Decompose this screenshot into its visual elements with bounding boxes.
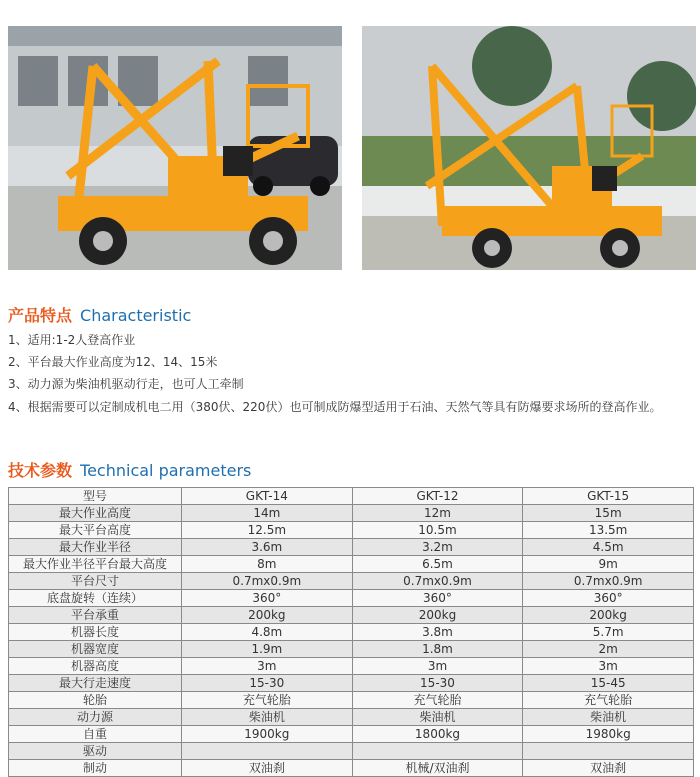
param-name-cell: 机器长度 xyxy=(9,624,182,641)
characteristic-title-en: Characteristic xyxy=(80,306,192,325)
param-value-cell: 1900kg xyxy=(182,726,353,743)
table-row xyxy=(9,743,694,760)
param-name-cell: 最大平台高度 xyxy=(9,522,182,539)
param-value-cell: 5.7m xyxy=(523,624,694,641)
param-value-cell: 1.9m xyxy=(182,641,353,658)
table-row xyxy=(9,760,694,777)
feature-item: 2、平台最大作业高度为12、14、15米 xyxy=(8,355,218,369)
param-name-cell: 最大作业半径 xyxy=(9,539,182,556)
param-name-cell: 最大行走速度 xyxy=(9,675,182,692)
param-value-cell: 0.7mx0.9m xyxy=(352,573,523,590)
feature-item: 4、根据需要可以定制成机电二用（380伏、220伏）也可制成防爆型适用于石油、天然气等具有防爆要求场所的登高作业。 xyxy=(8,400,662,414)
param-value-cell: 柴油机 xyxy=(352,709,523,726)
param-name-cell: 底盘旋转（连续） xyxy=(9,590,182,607)
feature-item: 1、适用:1-2人登高作业 xyxy=(8,333,136,347)
param-value-cell: 15-30 xyxy=(182,675,353,692)
param-value-cell: 1800kg xyxy=(352,726,523,743)
param-value-cell: 机械/双油刹 xyxy=(352,760,523,777)
table-row xyxy=(9,556,694,573)
param-name-cell: 平台承重 xyxy=(9,607,182,624)
table-header-cell: 型号 xyxy=(9,488,182,505)
table-row xyxy=(9,658,694,675)
param-value-cell: 4.8m xyxy=(182,624,353,641)
param-value-cell: 15-30 xyxy=(352,675,523,692)
param-name-cell: 动力源 xyxy=(9,709,182,726)
param-value-cell: 充气轮胎 xyxy=(352,692,523,709)
param-value-cell: 3.2m xyxy=(352,539,523,556)
param-value-cell: 3.6m xyxy=(182,539,353,556)
product-photo-left xyxy=(8,26,342,270)
table-row xyxy=(9,675,694,692)
param-name-cell: 轮胎 xyxy=(9,692,182,709)
param-value-cell: 9m xyxy=(523,556,694,573)
param-value-cell: 3m xyxy=(352,658,523,675)
param-value-cell xyxy=(182,743,353,760)
param-value-cell: 10.5m xyxy=(352,522,523,539)
param-value-cell: 6.5m xyxy=(352,556,523,573)
table-header-row xyxy=(9,488,694,505)
product-photo-right xyxy=(362,26,696,270)
param-value-cell: 200kg xyxy=(182,607,353,624)
table-row xyxy=(9,539,694,556)
technical-parameters-table xyxy=(8,487,694,777)
param-value-cell: 15m xyxy=(523,505,694,522)
table-row xyxy=(9,709,694,726)
param-value-cell: 1980kg xyxy=(523,726,694,743)
param-value-cell: 双油刹 xyxy=(182,760,353,777)
param-value-cell: 3m xyxy=(523,658,694,675)
table-row xyxy=(9,573,694,590)
param-value-cell: 4.5m xyxy=(523,539,694,556)
param-name-cell: 机器高度 xyxy=(9,658,182,675)
param-name-cell: 最大作业高度 xyxy=(9,505,182,522)
param-value-cell: 200kg xyxy=(352,607,523,624)
table-row xyxy=(9,522,694,539)
table-header-cell: GKT-15 xyxy=(523,488,694,505)
param-value-cell: 8m xyxy=(182,556,353,573)
param-value-cell: 0.7mx0.9m xyxy=(523,573,694,590)
table-row xyxy=(9,726,694,743)
table-header-cell: GKT-14 xyxy=(182,488,353,505)
characteristic-title xyxy=(8,303,191,326)
table-row xyxy=(9,692,694,709)
param-name-cell: 自重 xyxy=(9,726,182,743)
param-name-cell: 制动 xyxy=(9,760,182,777)
table-row xyxy=(9,607,694,624)
param-value-cell: 15-45 xyxy=(523,675,694,692)
param-value-cell: 2m xyxy=(523,641,694,658)
table-row xyxy=(9,590,694,607)
param-value-cell: 12.5m xyxy=(182,522,353,539)
param-value-cell: 360° xyxy=(182,590,353,607)
param-value-cell: 200kg xyxy=(523,607,694,624)
characteristic-title-cn: 产品特点 xyxy=(8,306,73,325)
technical-title xyxy=(8,458,251,481)
param-value-cell: 13.5m xyxy=(523,522,694,539)
param-value-cell: 360° xyxy=(523,590,694,607)
param-value-cell xyxy=(523,743,694,760)
param-value-cell: 12m xyxy=(352,505,523,522)
param-value-cell: 双油刹 xyxy=(523,760,694,777)
param-value-cell: 充气轮胎 xyxy=(523,692,694,709)
technical-title-en: Technical parameters xyxy=(80,461,252,480)
param-value-cell xyxy=(352,743,523,760)
table-header-cell: GKT-12 xyxy=(352,488,523,505)
technical-title-cn: 技术参数 xyxy=(8,461,73,480)
feature-item: 3、动力源为柴油机驱动行走，也可人工牵制 xyxy=(8,377,244,391)
param-value-cell: 3m xyxy=(182,658,353,675)
param-value-cell: 3.8m xyxy=(352,624,523,641)
param-value-cell: 14m xyxy=(182,505,353,522)
table-row xyxy=(9,505,694,522)
table-row xyxy=(9,624,694,641)
param-value-cell: 0.7mx0.9m xyxy=(182,573,353,590)
param-value-cell: 柴油机 xyxy=(182,709,353,726)
param-name-cell: 驱动 xyxy=(9,743,182,760)
param-name-cell: 机器宽度 xyxy=(9,641,182,658)
param-name-cell: 最大作业半径平台最大高度 xyxy=(9,556,182,573)
table-row xyxy=(9,641,694,658)
param-value-cell: 360° xyxy=(352,590,523,607)
param-value-cell: 柴油机 xyxy=(523,709,694,726)
param-name-cell: 平台尺寸 xyxy=(9,573,182,590)
param-value-cell: 1.8m xyxy=(352,641,523,658)
param-value-cell: 充气轮胎 xyxy=(182,692,353,709)
